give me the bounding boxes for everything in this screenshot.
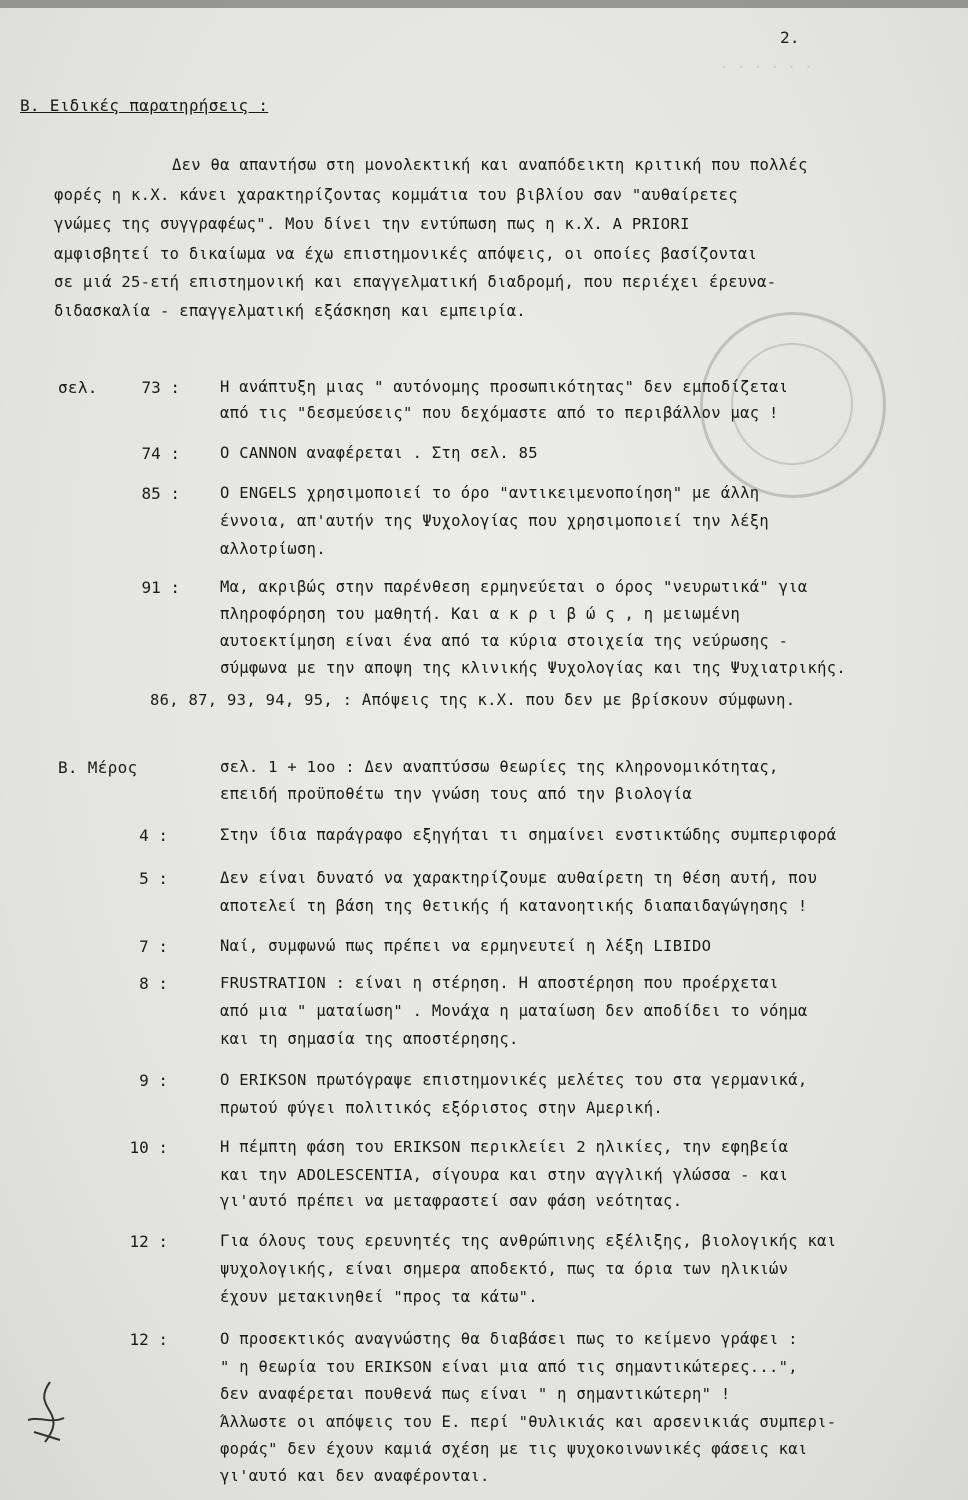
entry-line: δεν αναφέρεται πουθενά πως είναι " η σημαντικώτερη" ! <box>220 1385 731 1403</box>
entry-line: σύμφωνα με την αποψη της κλινικής Ψυχολογίας και της Ψυχιατρικής. <box>220 659 847 677</box>
entry-line: Δεν είναι δυνατό να χαρακτηρίζουμε αυθαίρετη τη θέση αυτή, που <box>220 869 818 887</box>
entry-line: Στην ίδια παράγραφο εξηγήται τι σημαίνει ενστικτώδης συμπεριφορά <box>220 826 837 844</box>
entry-line: Μα, ακριβώς στην παρένθεση ερμηνεύεται ο όρος "νευρωτικά" για <box>220 578 808 596</box>
entry-line: Η ανάπτυξη μιας " αυτόνομης προσωπικότητας" δεν εμποδίζεται <box>220 378 789 396</box>
entry-number: 74 : <box>141 444 180 463</box>
entry-line: πληροφόρηση του μαθητή. Και α κ ρ ι β ώ ς , η μειωμένη <box>220 605 741 623</box>
pages-list-line: 86, 87, 93, 94, 95, : Απόψεις της κ.Χ. που δεν με βρίσκουν σύμφωνη. <box>150 691 796 709</box>
entry-line: έννοια, απ'αυτήν της Ψυχολογίας που χρησιμοποιεί την λέξη <box>220 512 770 530</box>
entry-line: Για όλους τους ερευνητές της ανθρώπινης εξέλιξης, βιολογικής και <box>220 1232 837 1250</box>
entry-line: " η θεωρία του ERIKSON είναι μια από τις σημαντικώτερες...", <box>220 1358 798 1376</box>
entry-line: έχουν μετακινηθεί "προς τα κάτω". <box>220 1288 538 1306</box>
intro-line: Δεν θα απαντήσω στη μονολεκτική και αναπόδεικτη κριτική που πολλές <box>172 156 808 174</box>
entry-line: από μια " ματαίωση" . Μονάχα η ματαίωση δεν αποδίδει το νόημα <box>220 1002 808 1020</box>
intro-line: γνώμες της συγγραφέως". Μου δίνει την εντύπωση πως η κ.Χ. A PRIORI <box>54 215 690 233</box>
entry-number: 12 : <box>129 1232 168 1251</box>
entry-number: 12 : <box>129 1330 168 1349</box>
entry-line: και τη σημασία της αποστέρησης. <box>220 1030 519 1048</box>
page-number: 2. <box>780 28 800 47</box>
entry-line: και την ADOLESCENTIA, σίγουρα και στην αγγλική γλώσσα - και <box>220 1166 789 1184</box>
section-heading: Β. Ειδικές παρατηρήσεις : <box>20 96 269 115</box>
entry-line: Ο ERIKSON πρωτόγραψε επιστημονικές μελέτες του στα γερμανικά, <box>220 1071 808 1089</box>
handwritten-mark <box>20 1380 80 1450</box>
intro-line: αμφισβητεί το δικαίωμα να έχω επιστημονικές απόψεις, οι οποίες βασίζονται <box>54 245 758 263</box>
entry-line: Ο προσεκτικός αναγνώστης θα διαβάσει πως το κείμενο γράφει : <box>220 1330 798 1348</box>
part-b-intro-line: σελ. 1 + 1oo : Δεν αναπτύσσω θεωρίες της κληρονομικότητας, <box>220 758 779 776</box>
entry-number: 4 : <box>139 826 168 845</box>
entry-line: Άλλωστε οι απόψεις του Ε. περί "θυλικιάς και αρσενικιάς συμπερι- <box>220 1413 837 1431</box>
entry-line: αποτελεί τη βάση της θετικής ή κατανοητικής διαπαιδαγώγησης ! <box>220 897 808 915</box>
entry-line: γι'αυτό και δεν αναφέρονται. <box>220 1467 490 1485</box>
part-b-intro-line: επειδή προϋποθέτω την γνώση τους από την βιολογία <box>220 785 692 803</box>
entry-number: 91 : <box>141 578 180 597</box>
bleed-through: · · · · · · <box>720 60 813 76</box>
entry-number: 73 : <box>141 378 180 397</box>
entry-number: 9 : <box>139 1071 168 1090</box>
entry-line: Ο ENGELS χρησιμοποιεί το όρο "αντικειμενοποίηση" με άλλη <box>220 484 760 502</box>
entry-line: Ναί, συμφωνώ πως πρέπει να ερμηνευτεί η λέξη LIBIDO <box>220 937 712 955</box>
page-label: σελ. <box>58 378 98 397</box>
scan-edge <box>0 0 968 8</box>
entry-line: πρωτού φύγει πολιτικός εξόριστος στην Αμερική. <box>220 1099 664 1117</box>
entry-number: 85 : <box>141 484 180 503</box>
entry-line: ψυχολογικής, είναι σημερα αποδεκτό, πως τα όρια των ηλικιών <box>220 1260 789 1278</box>
entry-number: 7 : <box>139 937 168 956</box>
entry-line: FRUSTRATION : είναι η στέρηση. Η αποστέρηση που προέρχεται <box>220 974 779 992</box>
entry-number: 8 : <box>139 974 168 993</box>
intro-line: σε μιά 25-ετή επιστημονική και επαγγελματική διαδρομή, που περιέχει έρευνα- <box>54 273 777 291</box>
intro-line: διδασκαλία - επαγγελματική εξάσκηση και εμπειρία. <box>54 302 526 320</box>
entry-line: γι'αυτό πρέπει να μεταφραστεί σαν φάση νεότητας. <box>220 1192 683 1210</box>
entry-line: αλλοτρίωση. <box>220 540 326 558</box>
entry-line: από τις "δεσμεύσεις" που δεχόμαστε από το περιβάλλον μας ! <box>220 404 779 422</box>
intro-line: φορές η κ.Χ. κάνει χαρακτηρίζοντας κομμάτια του βιβλίου σαν "αυθαίρετες <box>54 186 738 204</box>
entry-number: 10 : <box>129 1138 168 1157</box>
entry-line: Η πέμπτη φάση του ERIKSON περικλείει 2 ηλικίες, την εφηβεία <box>220 1138 789 1156</box>
part-b-label: Β. Μέρος <box>58 758 138 777</box>
entry-line: φοράς" δεν έχουν καμιά σχέση με τις ψυχοκοινωνικές φάσεις και <box>220 1440 808 1458</box>
entry-line: αυτοεκτίμηση είναι ένα από τα κύρια στοιχεία της νεύρωσης - <box>220 632 789 650</box>
entry-number: 5 : <box>139 869 168 888</box>
entry-line: Ο CANNON αναφέρεται . Στη σελ. 85 <box>220 444 538 462</box>
